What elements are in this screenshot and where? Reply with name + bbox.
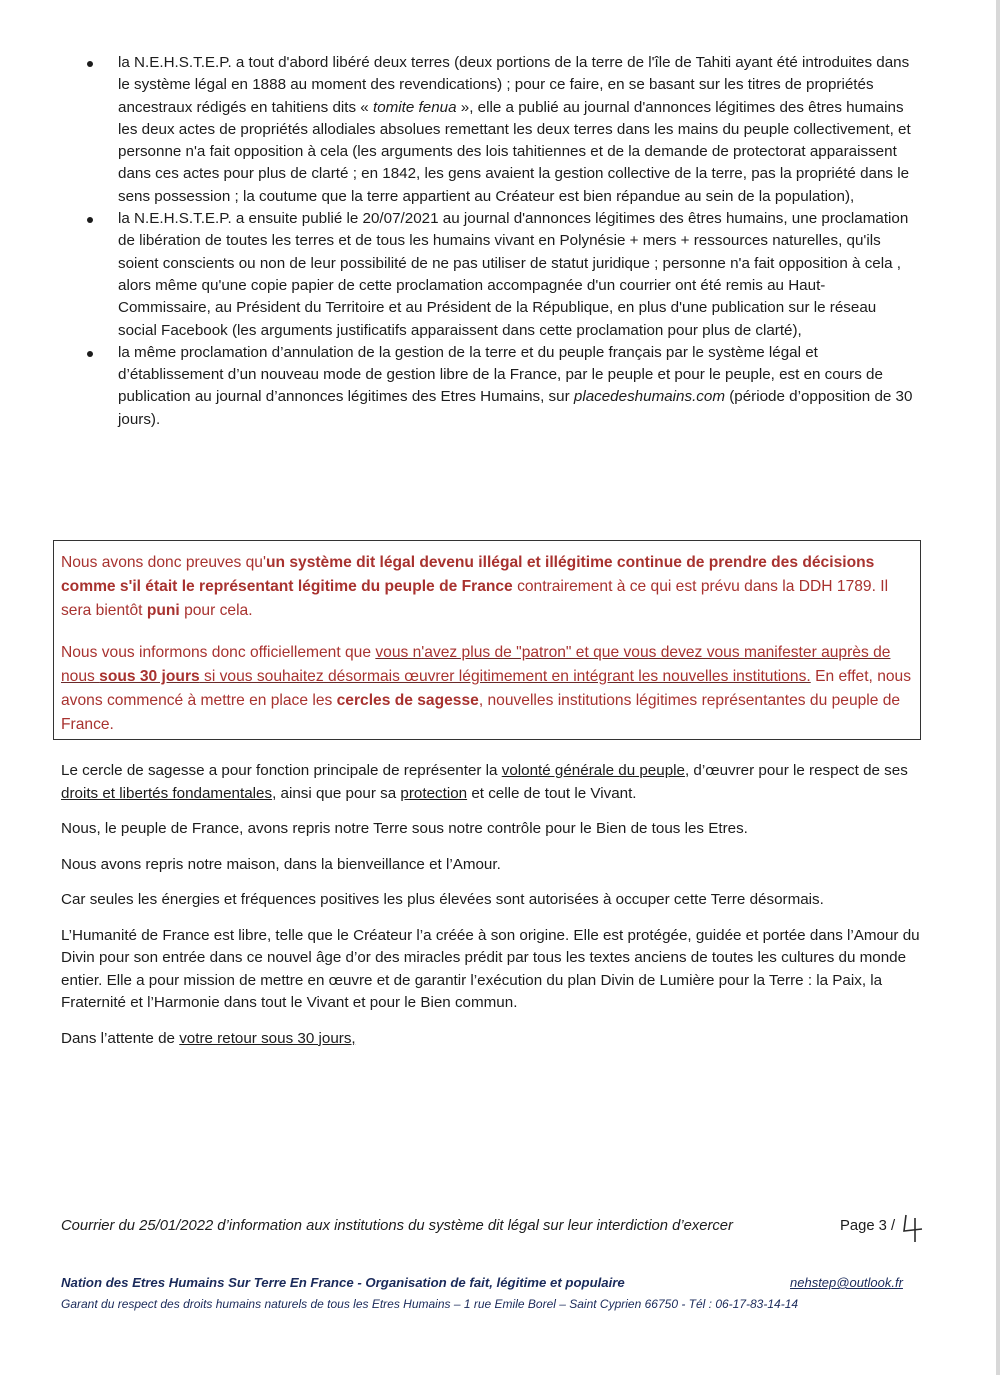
body-paragraph: Car seules les énergies et fréquences positives les plus élevées sont autorisées à occuper cette Terre désormais. <box>61 891 824 908</box>
bullet-item <box>118 52 918 208</box>
organisation-name: Nation des Etres Humains Sur Terre En France - Organisation de fait, légitime et populaire <box>61 1275 625 1290</box>
bullet-item <box>118 208 918 342</box>
email-link[interactable]: nehstep@outlook.fr <box>790 1275 903 1290</box>
bullet-text-end: », elle a publié au journal d'annonces légitimes des êtres humains les deux actes de propriétés allodiales absolues remettant les deux terres dans les mains du peuple collectivement, et personne n'a fait opposition à cela (les arguments des lois tahitiennes et de la demande de protectorat apparaissent dans ces actes pour plus de clarté ; en 1842, les gens avaient la gestion collective de la terre, pas la propriété dans le sens possession ; la coutume que la terre appartient au Créateur est bien répandue au sein de la population), <box>118 98 911 205</box>
body-paragraph: Nous avons repris notre maison, dans la bienveillance et l’Amour. <box>61 855 501 873</box>
body-text <box>61 760 921 1063</box>
bullet-icon <box>87 351 93 357</box>
footer-courrier: Courrier du 25/01/2022 d’information aux institutions du système dit légal sur leur interdiction d’exercer Page 3 / <box>61 1218 896 1234</box>
body-paragraph: L’Humanité de France est libre, telle que le Créateur l’a créée à son origine. Elle est protégée, guidée et portée dans l’Amour du Divin pour son entrée dans ce nouvel âge d’or des miracles prédit par tous les textes anciens de toutes les cultures du monde entier. Elle a pour mission de mettre en œuvre et de garantir l’exécution du plan Divin de Lumière pour la Terre : la Paix, la Fraternité et l’Harmonie dans tout le Vivant et pour le Bien commun. <box>61 926 920 1011</box>
closing-line: Dans l’attente de votre retour sous 30 jours, <box>61 1029 356 1047</box>
body-paragraph: Nous, le peuple de France, avons repris notre Terre sous notre contrôle pour le Bien de tous les Etres. <box>61 820 748 837</box>
highlight-box <box>53 540 921 740</box>
bullet-italic-text: tomite fenua <box>372 98 457 116</box>
bullet-text: la même proclamation d’annulation de la gestion de la terre et du peuple français par le système légal et d’établissement d’un nouveau mode de gestion libre de la France, par le peuple et pour le peuple, est en cours de publication au journal d’annonces légitimes des Etres Humains, sur <box>118 343 883 406</box>
highlight-paragraph-1: Nous avons donc preuves qu'un système dit légal devenu illégal et illégitime continue de prendre des décisions comme s'il était le représentant légitime du peuple de France contrairement à ce qui est prévu dans la DDH 1789. Il sera bientôt puni pour cela. <box>61 554 889 619</box>
scan-edge <box>996 0 1000 1375</box>
bullet-icon <box>87 217 93 223</box>
website-name: placedeshumains.com <box>573 388 725 406</box>
body-paragraph: Le cercle de sagesse a pour fonction principale de représenter la volonté générale du peuple, d’œuvrer pour le respect de ses droits et libertés fondamentales, ainsi que pour sa protection et celle de tout le Vivant. <box>61 762 908 802</box>
bullet-text: la N.E.H.S.T.E.P. a tout d'abord libéré deux terres (deux portions de la terre de l'île de Tahiti ayant été introduites dans le système légal en 1888 au moment des revendications) ; pour ce faire, en se basant sur les titres de propriétés ancestraux rédigés en tahitiens dits « <box>118 54 910 116</box>
bullet-icon <box>87 61 93 67</box>
bullet-text: la N.E.H.S.T.E.P. a ensuite publié le 20/07/2021 au journal d'annonces légitimes des êtres humains, une proclamation de libération de toutes les terres et de tous les humains vivant en Polynésie + mers + ressources naturelles, qu'ils soient conscients ou non de leur possibilité de ne pas utiliser de statut juridique ; personne n'a fait opposition à cela , alors même qu'une copie papier de cette proclamation accompagnée d'un courrier ont été remis au Haut-Commissaire, au Président du Territoire et au Président de la République, en plus d'une publication sur le réseau social Facebook (les arguments justificatifs apparaissent dans cette proclamation pour plus de clarté), <box>118 210 909 339</box>
bullet-list <box>118 52 918 431</box>
bullet-item <box>118 342 918 431</box>
handwritten-page-total <box>900 1213 926 1248</box>
highlight-paragraph-2: Nous vous informons donc officiellement que vous n'avez plus de "patron" et que vous devez vous manifester auprès de nous sous 30 jours si vous souhaitez désormais œuvrer légitimement en intégrant les nouvelles institutions. En effet, nous avons commencé à mettre en place les cercles de sagesse, nouvelles institutions légitimes représentantes du peuple de France. <box>61 644 912 733</box>
page-number: Page 3 / <box>840 1218 896 1234</box>
handwritten-four-icon <box>900 1213 926 1243</box>
organisation-address: Garant du respect des droits humains naturels de tous les Etres Humains – 1 rue Emile Borel – Saint Cyprien 66750 - Tél : 06-17-83-14-14 <box>61 1297 799 1311</box>
bullet-text-end: (période d’opposition de 30 jours). <box>118 388 913 428</box>
